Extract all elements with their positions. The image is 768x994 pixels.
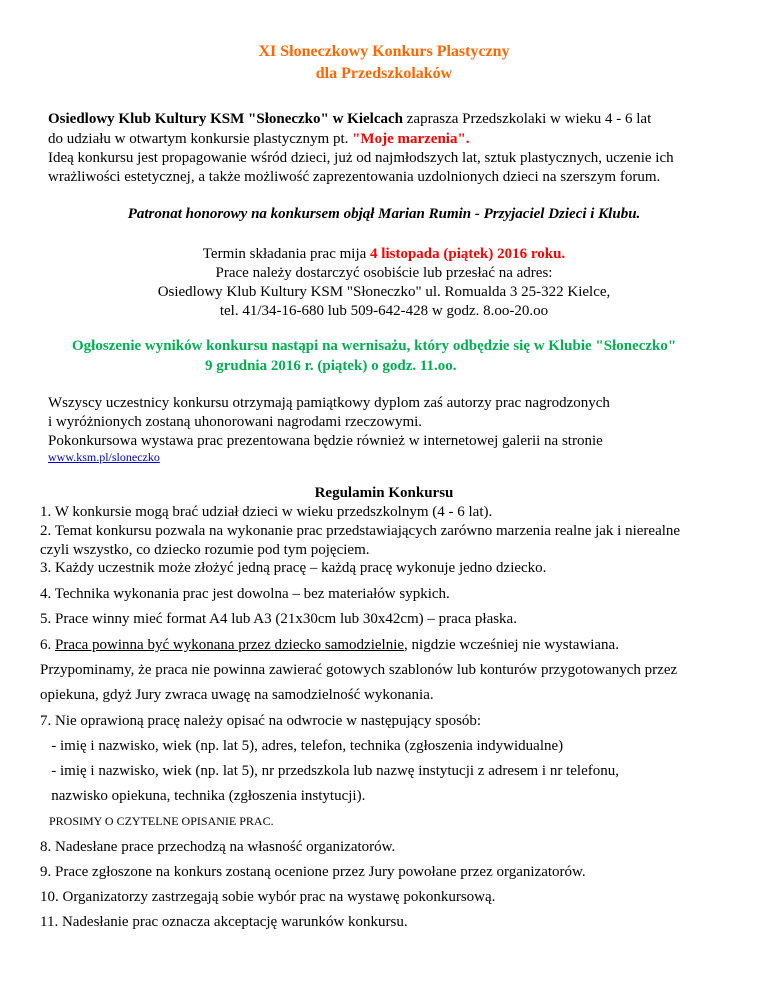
intro-line-2	[48, 130, 738, 149]
deadline-date: 4 listopada (piątek) 2016 roku.	[370, 246, 566, 262]
rule-6-rest: , nigdzie wcześniej nie wystawiana.	[404, 637, 619, 653]
rule-5: 5. Prace winny mieć format A4 lub A3 (21x30cm lub 30x42cm) – praca płaska.	[40, 611, 517, 627]
intro-line-1	[48, 110, 738, 129]
intro-line-4: wrażliwości estetycznej, a także możliwość zaprezentowania uzdolnionych dzieci na szerszym forum.	[48, 169, 661, 185]
rule-2b: czyli wszystko, co dziecko rozumie pod tym pojęciem.	[40, 542, 370, 558]
rule-3: 3. Każdy uczestnik może złożyć jedną pracę – każdą pracę wykonuje jedno dziecko.	[40, 560, 547, 576]
deadline-label: Termin składania prac mija	[202, 246, 371, 262]
rule-1: 1. W konkursie mogą brać udział dzieci w wieku przedszkolnym (4 - 6 lat).	[40, 504, 493, 520]
address-line: Osiedlowy Klub Kultury KSM "Słoneczko" ul. Romualda 3 25-322 Kielce,	[157, 284, 611, 300]
rule-7a: - imię i nazwisko, wiek (np. lat 5), adres, telefon, technika (zgłoszenia indywidualne)	[40, 738, 564, 754]
patronage-text: Patronat honorowy na konkursem objął Marian Rumin - Przyjaciel Dzieci i Klubu.	[127, 206, 641, 222]
rule-11: 11. Nadesłanie prac oznacza akceptację warunków konkursu.	[40, 914, 408, 930]
gallery-link-row	[48, 448, 738, 467]
rule-10: 10. Organizatorzy zastrzegają sobie wybór prac na wystawę pokonkursową.	[40, 889, 496, 905]
results-line-1: Ogłoszenie wyników konkursu nastąpi na wernisażu, który odbędzie się w Klubie "Słoneczko"	[72, 338, 677, 354]
gallery-link[interactable]: www.ksm.pl/sloneczko	[48, 450, 160, 464]
rule-6-number: 6.	[40, 637, 55, 653]
deadline-line-2: Prace należy dostarczyć osobiście lub przesłać na adres:	[215, 265, 553, 281]
organizer-name: Osiedlowy Klub Kultury KSM "Słoneczko" w Kielcach	[48, 111, 404, 127]
prizes-line-1: Wszyscy uczestnicy konkursu otrzymają pamiątkowy dyplom zaś autorzy prac nagrodzonych	[48, 395, 610, 411]
rule-6-underlined: Praca powinna być wykonana przez dziecko samodzielnie	[55, 637, 405, 653]
prizes-line-2: i wyróżnionych zostaną uhonorowani nagrodami rzeczowymi.	[48, 414, 423, 430]
rule-9: 9. Prace zgłoszone na konkurs zostaną ocenione przez Jury powołane przez organizatorów.	[40, 864, 586, 880]
deadline-line-1	[0, 245, 768, 264]
title-line-1: XI Słoneczkowy Konkurs Plastyczny	[258, 43, 510, 60]
rule-7: 7. Nie oprawioną pracę należy opisać na odwrocie w następujący sposób:	[40, 713, 482, 729]
prizes-line-3: Pokonkursowa wystawa prac prezentowana będzie również w internetowej galerii na stronie	[48, 433, 603, 449]
results-line-2: 9 grudnia 2016 r. (piątek) o godz. 11.oo.	[205, 358, 457, 374]
phone-line: tel. 41/34-16-680 lub 509-642-428 w godz. 8.oo-20.oo	[219, 303, 549, 319]
contest-name: "Moje marzenia".	[352, 131, 470, 147]
title-line-2: dla Przedszkolaków	[315, 65, 453, 82]
intro-line-2-text: do udziału w otwartym konkursie plastycznym pt.	[48, 131, 353, 147]
invite-text: zaprasza Przedszkolaki w wieku 4 - 6 lat	[403, 111, 652, 127]
reminder-line-1: Przypominamy, że praca nie powinna zawierać gotowych szablonów lub konturów przygotowanych przez	[40, 662, 678, 678]
rule-7c: nazwisko opiekuna, technika (zgłoszenia instytucji).	[40, 788, 366, 804]
rule-8: 8. Nadesłane prace przechodzą na własność organizatorów.	[40, 839, 396, 855]
rule-7b: - imię i nazwisko, wiek (np. lat 5), nr przedszkola lub nazwę instytucji z adresem i nr telefonu,	[40, 763, 619, 779]
rule-6	[40, 636, 730, 655]
intro-line-3: Ideą konkursu jest propagowanie wśród dzieci, już od najmłodszych lat, sztuk plastycznych, uczenie ich	[48, 150, 674, 166]
rule-7d: PROSIMY O CZYTELNE OPISANIE PRAC.	[40, 814, 274, 828]
rules-heading: Regulamin Konkursu	[314, 485, 454, 501]
reminder-line-2: opiekuna, gdyż Jury zwraca uwagę na samodzielność wykonania.	[40, 687, 434, 703]
rule-2a: 2. Temat konkursu pozwala na wykonanie prac przedstawiających zarówno marzenia realne jak i nierealne	[40, 523, 681, 539]
rule-4: 4. Technika wykonania prac jest dowolna – bez materiałów sypkich.	[40, 586, 450, 602]
